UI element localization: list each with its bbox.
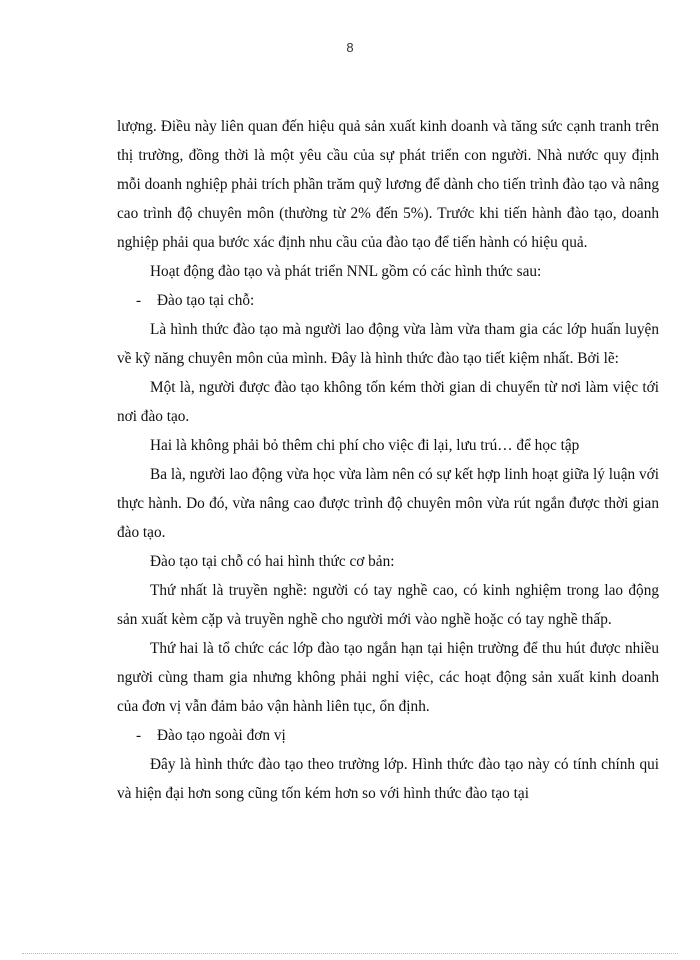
paragraph-6: Ba là, người lao động vừa học vừa làm nên có sự kết hợp linh hoạt giữa lý luận với thực hành. Do đó, vừa nâng cao được trình độ chuyên môn vừa rút ngắn được thời gian đào tạo. [117,466,659,541]
paragraph-5: Hai là không phải bỏ thêm chi phí cho việc đi lại, lưu trú… để học tập [150,437,580,454]
paragraph-4: Một là, người được đào tạo không tốn kém thời gian di chuyển từ nơi làm việc tới nơi đào tạo. [117,379,659,425]
page-number: 8 [346,40,354,55]
paragraph-3: Là hình thức đào tạo mà người lao động vừa làm vừa tham gia các lớp huấn luyện về kỹ năng chuyên môn của mình. Đây là hình thức đào tạo tiết kiệm nhất. Bởi lẽ: [117,321,659,367]
paragraph-1: lượng. Điều này liên quan đến hiệu quả sản xuất kinh doanh và tăng sức cạnh tranh trên thị trường, đồng thời là một yêu cầu của sự phát triển con người. Nhà nước quy định mỗi doanh nghiệp phải trích phần trăm quỹ lương để dành cho tiến trình đào tạo và nâng cao trình độ chuyên môn (thường từ 2% đến 5%). Trước khi tiến hành đào tạo, doanh nghiệp phải qua bước xác định nhu cầu của đào tạo để tiến hành có hiệu quả. [117,118,659,251]
bullet-onsite-training [117,286,659,315]
paragraph-2: Hoạt động đào tạo và phát triển NNL gồm có các hình thức sau: [150,263,542,280]
paragraph-9: Thứ hai là tổ chức các lớp đào tạo ngắn hạn tại hiện trường để thu hút được nhiều người cùng tham gia nhưng không phải nghỉ việc, các hoạt động sản xuất kinh doanh của đơn vị vẫn đảm bảo vận hành liên tục, ổn định. [117,640,659,715]
paragraph-8: Thứ nhất là truyền nghề: người có tay nghề cao, có kinh nghiệm trong lao động sản xuất kèm cặp và truyền nghề cho người mới vào nghề hoặc có tay nghề thấp. [117,582,659,628]
bullet-external-training [117,721,659,750]
page-bottom-divider [22,953,678,954]
document-body [117,112,659,808]
paragraph-7: Đào tạo tại chỗ có hai hình thức cơ bản: [150,553,395,570]
bullet-text: Đào tạo ngoài đơn vị [157,727,286,744]
bullet-text: Đào tạo tại chỗ: [157,292,255,309]
bullet-dash: - [136,292,142,309]
bullet-dash: - [136,727,142,744]
paragraph-10: Đây là hình thức đào tạo theo trường lớp. Hình thức đào tạo này có tính chính qui và hiện đại hơn song cũng tốn kém hơn so với hình thức đào tạo tại [117,756,659,802]
